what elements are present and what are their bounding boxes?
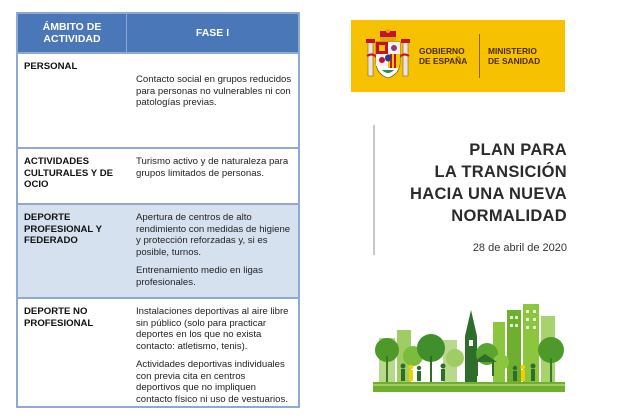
- row-category: DEPORTE PROFESIONAL Y FEDERADO: [24, 212, 102, 246]
- row-category: ACTIVIDADES CULTURALES Y DE OCIO: [24, 156, 114, 190]
- row-paragraph: Contacto social en grupos reducidos para personas no vulnerables ni con patologías previas.: [136, 74, 292, 108]
- gobierno-line-1: GOBIERNO: [419, 46, 465, 56]
- row-paragraph: Turismo activo y de naturaleza para grupos limitados de personas.: [136, 156, 289, 179]
- green-city-illustration: [373, 300, 565, 392]
- table-row-cultura: [18, 149, 298, 205]
- header-fase: FASE I: [195, 27, 230, 39]
- row-category: PERSONAL: [24, 61, 78, 72]
- gobierno-label: [419, 46, 473, 66]
- row-paragraph: Apertura de centros de alto rendimiento con medidas de higiene y protección reforzadas y, si es posible, turnos.: [136, 212, 291, 258]
- ministerio-line-2: DE SANIDAD: [488, 56, 541, 66]
- row-description: [126, 299, 298, 408]
- row-description: [126, 149, 298, 203]
- title-line: HACIA UNA NUEVA: [410, 185, 567, 203]
- banner-divider: [479, 34, 480, 78]
- coat-of-arms-icon: [365, 28, 411, 84]
- title-line: NORMALIDAD: [451, 207, 567, 225]
- ministerio-label: [488, 46, 540, 66]
- row-paragraph: Actividades deportivas individuales con previa cita en centros deportivos que no impliquen contacto físico ni uso de vestuarios.: [136, 359, 288, 405]
- government-banner: [351, 20, 565, 92]
- table-row-personal: [18, 54, 298, 149]
- header-ambito: ÁMBITO DE ACTIVIDAD: [18, 14, 127, 52]
- row-paragraph: Entrenamiento medio en ligas profesionales.: [136, 265, 263, 288]
- title-line: LA TRANSICIÓN: [434, 163, 567, 181]
- phase-table: [16, 12, 300, 408]
- ministerio-line-1: MINISTERIO: [488, 46, 537, 56]
- row-category: DEPORTE NO PROFESIONAL: [24, 306, 94, 329]
- row-paragraph: Instalaciones deportivas al aire libre sin público (solo para practicar deportes en los que no exista contacto: atletismo, tenis).: [136, 306, 289, 352]
- table-header: [18, 14, 298, 54]
- title-line: PLAN PARA: [469, 141, 567, 159]
- plan-date: 28 de abril de 2020: [472, 242, 567, 254]
- row-description: [126, 205, 298, 297]
- table-row-deporte-no-profesional: [18, 299, 298, 408]
- plan-title-box: [373, 125, 567, 255]
- plan-title: [410, 139, 567, 227]
- row-description: [126, 54, 298, 147]
- gobierno-line-2: DE ESPAÑA: [419, 56, 468, 66]
- table-row-deporte-profesional: [18, 205, 298, 299]
